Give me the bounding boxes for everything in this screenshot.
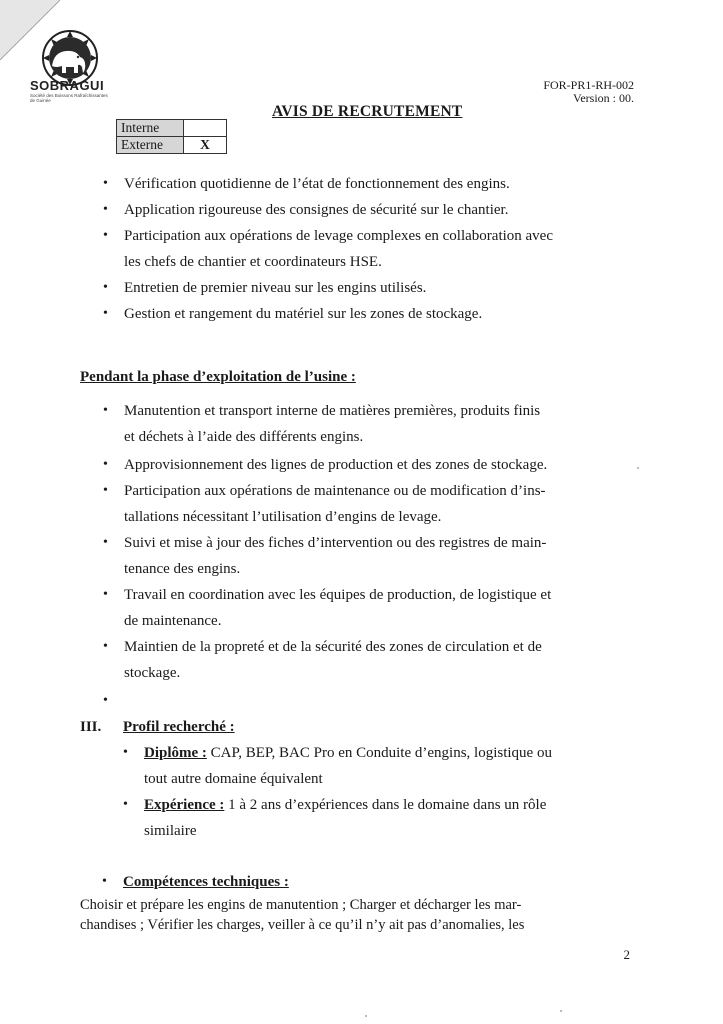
section-heading: Compétences techniques : bbox=[123, 874, 289, 890]
list-item bbox=[103, 301, 483, 327]
bullet-icon: • bbox=[103, 535, 108, 550]
list-item bbox=[123, 740, 552, 792]
page-title: AVIS DE RECRUTEMENT bbox=[272, 103, 463, 120]
list-item-text: Application rigoureuse des consignes de sécurité sur le chantier. bbox=[124, 202, 509, 218]
list-item bbox=[103, 275, 427, 301]
list-item bbox=[103, 223, 554, 275]
experience-label: Expérience : bbox=[144, 797, 225, 813]
bullet-icon: • bbox=[103, 693, 108, 708]
recruitment-type-table bbox=[116, 119, 227, 154]
list-item-text: CAP, BEP, BAC Pro en Conduite d’engins, logistique ou bbox=[210, 745, 552, 761]
recruit-type-label: Externe bbox=[117, 137, 184, 154]
bullet-icon: • bbox=[103, 306, 108, 321]
list-item-text: Participation aux opérations de maintenance ou de modification d’ins- bbox=[124, 483, 546, 499]
scan-speck bbox=[560, 1010, 562, 1012]
bullet-icon: • bbox=[103, 587, 108, 602]
table-row bbox=[117, 137, 227, 154]
list-item-text: les chefs de chantier et coordinateurs HSE. bbox=[124, 254, 382, 270]
bullet-icon: • bbox=[103, 280, 108, 295]
skills-paragraph: Choisir et prépare les engins de manutention ; Charger et décharger les mar- chandises ; Vérifier les charges, veiller à ce qu’il n’y ait pas d’anomalies, les bbox=[80, 897, 525, 933]
page-number: 2 bbox=[623, 947, 630, 962]
list-item bbox=[103, 530, 547, 582]
list-item-text: Approvisionnement des lignes de production et des zones de stockage. bbox=[124, 457, 548, 473]
bullet-icon: • bbox=[103, 228, 108, 243]
list-item bbox=[103, 478, 546, 530]
list-item-text: Vérification quotidienne de l’état de fonctionnement des engins. bbox=[124, 176, 510, 192]
list-item bbox=[103, 398, 541, 450]
recruit-type-label: Interne bbox=[117, 120, 184, 137]
table-row bbox=[117, 120, 227, 137]
scan-speck bbox=[365, 1015, 367, 1017]
list-item-text: Manutention et transport interne de matières premières, produits finis bbox=[124, 403, 541, 419]
bullet-icon: • bbox=[103, 176, 108, 191]
bullet-icon: • bbox=[103, 483, 108, 498]
list-item-text: Travail en coordination avec les équipes de production, de logistique et bbox=[124, 587, 552, 603]
list-item-text: Maintien de la propreté et de la sécurité des zones de circulation et de bbox=[124, 639, 542, 655]
list-item-text: tout autre domaine équivalent bbox=[144, 771, 323, 787]
list-item-text: et déchets à l’aide des différents engins. bbox=[124, 429, 364, 445]
logo-subtitle: Société des Boissons Rafraîchissantes de Guinée bbox=[30, 93, 108, 103]
document-reference: FOR-PR1-RH-002 bbox=[543, 78, 634, 92]
list-item-text: tenance des engins. bbox=[124, 561, 241, 577]
section-number: III. bbox=[80, 719, 102, 735]
list-item bbox=[103, 582, 552, 634]
list-item bbox=[103, 171, 510, 197]
document-version: Version : 00. bbox=[573, 91, 634, 105]
list-item-text: Entretien de premier niveau sur les engins utilisés. bbox=[124, 280, 427, 296]
list-item bbox=[103, 197, 509, 223]
section-heading: Pendant la phase d’exploitation de l’usine : bbox=[80, 369, 356, 385]
bullet-icon: • bbox=[123, 745, 128, 760]
diploma-label: Diplôme : bbox=[144, 745, 207, 761]
list-item-text: similaire bbox=[144, 823, 197, 839]
list-item-text: Suivi et mise à jour des fiches d’intervention ou des registres de main- bbox=[124, 535, 547, 551]
bullet-icon: • bbox=[103, 639, 108, 654]
bullet-icon: • bbox=[103, 202, 108, 217]
section-heading: Profil recherché : bbox=[123, 719, 235, 735]
list-item-text: 1 à 2 ans d’expériences dans le domaine dans un rôle bbox=[228, 797, 547, 813]
recruit-type-value bbox=[184, 120, 227, 137]
list-item bbox=[123, 792, 547, 844]
bullet-icon: • bbox=[102, 874, 107, 889]
bullet-icon: • bbox=[123, 797, 128, 812]
list-item-text: tallations nécessitant l’utilisation d’engins de levage. bbox=[124, 509, 442, 525]
list-item-text: Participation aux opérations de levage complexes en collaboration avec bbox=[124, 228, 554, 244]
recruit-type-value: X bbox=[184, 137, 227, 154]
bullet-icon: • bbox=[103, 457, 108, 472]
scan-speck bbox=[637, 467, 639, 469]
list-item bbox=[103, 634, 542, 686]
list-item-text: stockage. bbox=[124, 665, 181, 681]
bullet-icon: • bbox=[103, 403, 108, 418]
list-item-text: Gestion et rangement du matériel sur les zones de stockage. bbox=[124, 306, 483, 322]
list-item-text: de maintenance. bbox=[124, 613, 222, 629]
logo-name: SOBRAGUI bbox=[30, 78, 105, 93]
list-item bbox=[103, 452, 548, 478]
skills-heading-item bbox=[102, 869, 289, 895]
